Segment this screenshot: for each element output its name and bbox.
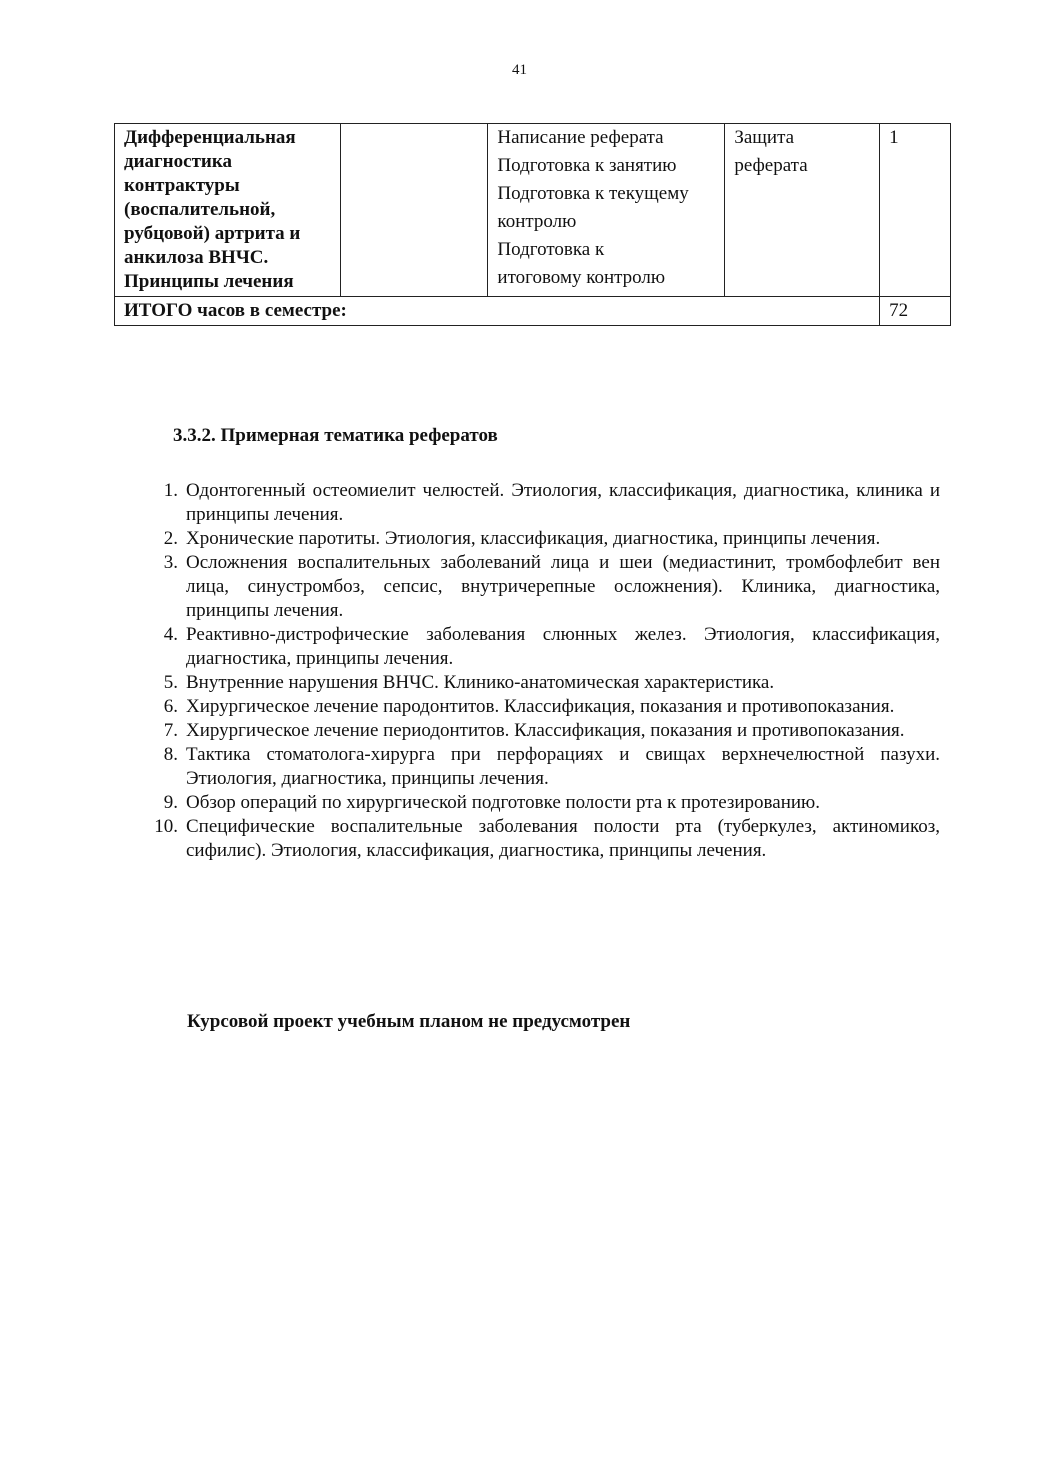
form-line: реферата bbox=[734, 155, 808, 176]
item-number: 7. bbox=[163, 720, 178, 741]
essay-topics-list bbox=[154, 479, 940, 863]
item-number: 9. bbox=[163, 792, 178, 813]
work-line: Подготовка к текущему bbox=[497, 183, 689, 204]
item-text: Хронические паротиты. Этиология, классификация, диагностика, принципы лечения. bbox=[186, 528, 881, 549]
study-plan-table bbox=[114, 123, 951, 326]
section-heading: 3.3.2. Примерная тематика рефератов bbox=[173, 425, 498, 446]
list-item bbox=[163, 791, 940, 815]
topic-line: контрактуры bbox=[124, 175, 240, 196]
topic-line: (воспалительной, bbox=[124, 199, 276, 220]
item-text: Осложнения воспалительных заболеваний лица и шеи (медиастинит, тромбофлебит вен лица, синустромбоз, сепсис, внутричерепные осложнения). Клиника, диагностика, принципы лечения. bbox=[186, 552, 940, 621]
item-number: 2. bbox=[163, 528, 178, 549]
work-line: контролю bbox=[497, 211, 577, 232]
independent-work-cell bbox=[488, 124, 725, 297]
course-project-note: Курсовой проект учебным планом не предусмотрен bbox=[187, 1011, 631, 1032]
list-item bbox=[163, 623, 940, 671]
page-number: 41 bbox=[512, 62, 527, 78]
total-hours: 72 bbox=[880, 297, 951, 326]
item-text: Одонтогенный остеомиелит челюстей. Этиология, классификация, диагностика, клиника и принципы лечения. bbox=[186, 480, 940, 525]
item-text: Хирургическое лечение периодонтитов. Классификация, показания и противопоказания. bbox=[186, 720, 905, 741]
work-line: Написание реферата bbox=[497, 127, 664, 148]
empty-cell bbox=[340, 124, 488, 297]
form-line: Защита bbox=[734, 127, 795, 148]
list-item bbox=[163, 695, 940, 719]
topic-cell bbox=[115, 124, 341, 297]
work-line: Подготовка к занятию bbox=[497, 155, 677, 176]
list-item bbox=[154, 815, 940, 863]
item-number: 8. bbox=[163, 744, 178, 765]
item-number: 3. bbox=[163, 552, 178, 573]
item-text: Реактивно-дистрофические заболевания слюнных желез. Этиология, классификация, диагностика, принципы лечения. bbox=[186, 624, 940, 669]
control-form-cell bbox=[725, 124, 880, 297]
total-row bbox=[115, 297, 951, 326]
item-number: 4. bbox=[163, 624, 178, 645]
item-number: 5. bbox=[163, 672, 178, 693]
topic-line: диагностика bbox=[124, 151, 233, 172]
work-line: итоговому контролю bbox=[497, 267, 666, 288]
item-number: 10. bbox=[154, 816, 178, 837]
hours-cell: 1 bbox=[880, 124, 951, 297]
item-text: Тактика стоматолога-хирурга при перфорациях и свищах верхнечелюстной пазухи. Этиология, диагностика, принципы лечения. bbox=[186, 744, 940, 789]
list-item bbox=[163, 719, 940, 743]
item-number: 1. bbox=[163, 480, 178, 501]
topic-line: Принципы лечения bbox=[124, 271, 294, 292]
table-row bbox=[115, 124, 951, 297]
topic-line: Дифференциальная bbox=[124, 127, 296, 148]
item-text: Специфические воспалительные заболевания полости рта (туберкулез, актиномикоз, сифилис). Этиология, классификация, диагностика, принципы лечения. bbox=[186, 816, 940, 861]
topic-line: анкилоза ВНЧС. bbox=[124, 247, 269, 268]
work-line: Подготовка к bbox=[497, 239, 605, 260]
total-label: ИТОГО часов в семестре: bbox=[115, 297, 880, 326]
item-text: Обзор операций по хирургической подготовке полости рта к протезированию. bbox=[186, 792, 820, 813]
item-text: Внутренние нарушения ВНЧС. Клинико-анатомическая характеристика. bbox=[186, 672, 775, 693]
item-number: 6. bbox=[163, 696, 178, 717]
topic-line: рубцовой) артрита и bbox=[124, 223, 301, 244]
list-item bbox=[163, 671, 940, 695]
list-item bbox=[163, 551, 940, 623]
list-item bbox=[163, 743, 940, 791]
list-item bbox=[163, 527, 940, 551]
item-text: Хирургическое лечение пародонтитов. Классификация, показания и противопоказания. bbox=[186, 696, 895, 717]
list-item bbox=[163, 479, 940, 527]
